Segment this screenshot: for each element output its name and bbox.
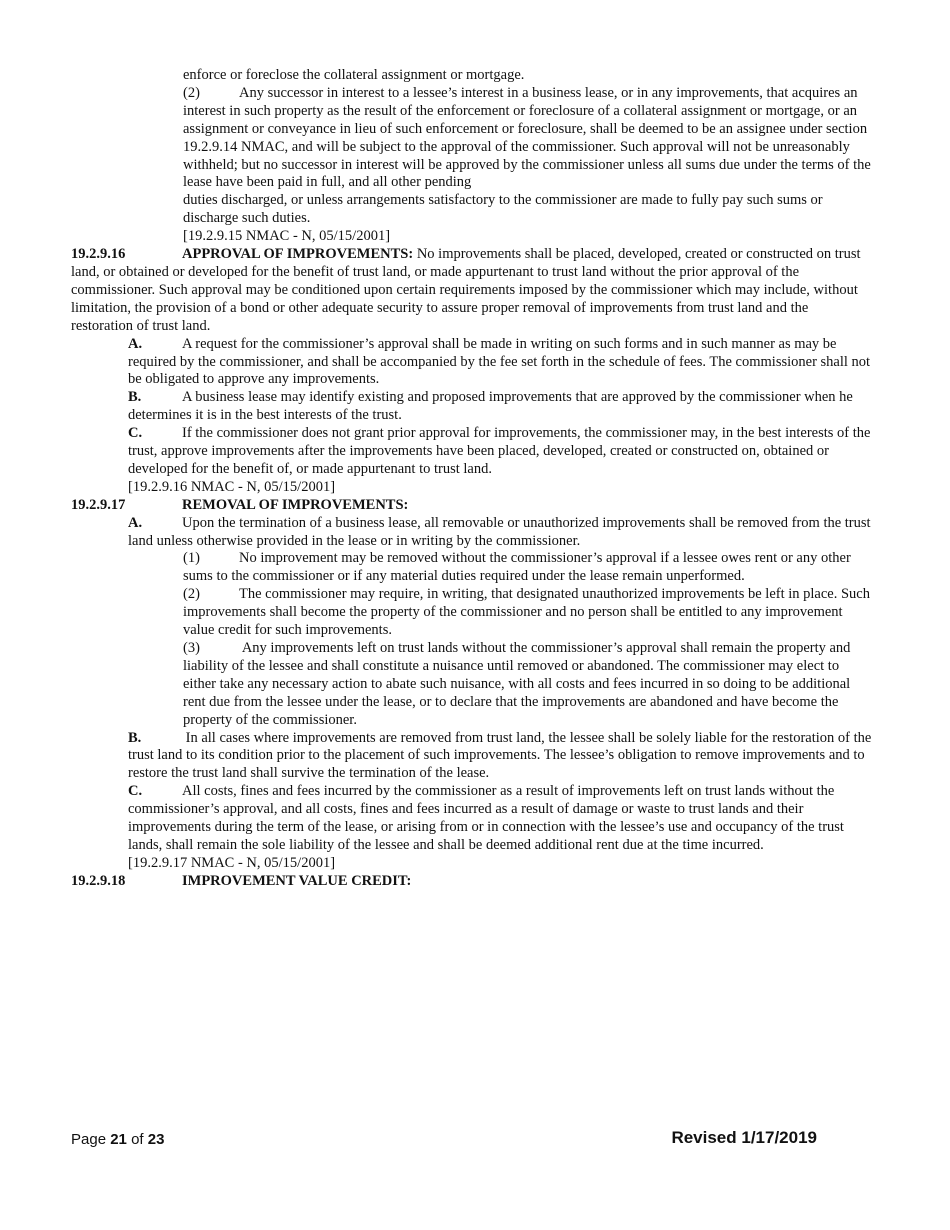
revised-date: Revised 1/17/2019 [671, 1128, 817, 1147]
subsection-label: C. [128, 425, 143, 442]
page-counter [71, 1131, 164, 1149]
subsection-text: If the commissioner does not grant prior approval for improvements, the commissioner may, in the best interests of the trust, approve improvements after the improvements have been placed, developed, created or constructed on, obtained or developed for the benefit of, or made appurtenant to trust land. [128, 425, 871, 477]
document-body [0, 67, 950, 891]
section-heading: IMPROVEMENT VALUE CREDIT: [182, 872, 412, 889]
subsection-text: In all cases where improvements are removed from trust land, the lessee shall be solely liable for the restoration of the trust land to its condition prior to the placement of such improvements. The lessee’s obligation to remove improvements and to restore the trust land shall survive the termination of the lease. [128, 729, 872, 782]
subsection-text: A request for the commissioner’s approval shall be made in writing on such forms and in such manner as may be required by the commissioner, and shall be accompanied by the fee set forth in the schedule of fees. The commissioner shall not be obligated to approve any improvements. [128, 335, 871, 388]
item-17-a-2 [183, 586, 872, 640]
paragraph-continuation: enforce or foreclose the collateral assignment or mortgage. [183, 67, 525, 83]
paragraph-text: Any successor in interest to a lessee’s interest in a business lease, or in any improvements, that acquires an interest in such property as the result of the enforcement or foreclosure of a collateral assignment or mortgage, or an assignment or conveyance in lieu of such enforcement or foreclosure, shall be deemed to be an assignee under section 19.2.9.14 NMAC, and will be subject to the approval of the commissioner. Such approval will not be unreasonably withheld; but no successor in interest will be approved by the commissioner unless all sums due under the terms of the lease have been paid in full, and all other pending [183, 84, 871, 191]
item-text: The commissioner may require, in writing, that designated unauthorized improvements be left in place. Such improvements shall become the property of the commissioner and no person shall be entitled to any improvement value credit for such improvements. [183, 586, 870, 639]
subsection-text: A business lease may identify existing and proposed improvements that are approved by the commissioner when he determines it is in the best interests of the trust. [128, 389, 853, 424]
page-current: 21 [110, 1131, 127, 1148]
section-19-2-9-18 [71, 873, 864, 891]
item-17-a-3 [183, 640, 872, 730]
history-note-16: [19.2.9.16 NMAC - N, 05/15/2001] [128, 478, 336, 495]
item-text: No improvement may be removed without the commissioner’s approval if a lessee owes rent or any other sums to the commissioner or if any material duties required under the lease remain unperformed. [183, 550, 851, 585]
subsection-label: C. [128, 783, 143, 800]
subsection-label: B. [128, 729, 142, 746]
section-heading: REMOVAL OF IMPROVEMENTS: [182, 496, 409, 513]
section-number: 19.2.9.16 [71, 246, 126, 263]
history-note-17: [19.2.9.17 NMAC - N, 05/15/2001] [128, 854, 336, 871]
subsection-16-b [128, 389, 872, 425]
subsection-text: Upon the termination of a business lease, all removable or unauthorized improvements shall be removed from the trust land unless otherwise provided in the lease or in writing by the commissioner. [128, 514, 871, 549]
item-17-a-1 [183, 550, 872, 586]
item-number: (2) [183, 586, 200, 603]
subsection-17-b [128, 730, 872, 784]
item-number: (1) [183, 550, 200, 567]
subsection-16-c [128, 425, 872, 479]
section-text: No improvements shall be placed, developed, created or constructed on trust land, or obtained or developed for the benefit of trust land, or made appurtenant to trust land without the prior approval of the commissioner. Such approval may be conditioned upon certain requirements imposed by the commissioner which may include, without limitation, the provision of a bond or other adequate security to assure proper removal of improvements from trust land and the restoration of trust land. [71, 246, 861, 334]
section-19-2-9-16 [71, 246, 864, 336]
paragraph-15-2-continued: duties discharged, or unless arrangements satisfactory to the commissioner are made to fully pay such sums or discharge such duties. [183, 192, 823, 227]
page-of: of [131, 1131, 144, 1148]
subsection-17-c [128, 783, 872, 855]
subsection-17-a [128, 515, 872, 551]
item-number: (3) [183, 640, 200, 656]
section-heading: APPROVAL OF IMPROVEMENTS: [182, 246, 414, 263]
history-note-15: [19.2.9.15 NMAC - N, 05/15/2001] [183, 228, 391, 245]
page-footer [71, 1128, 821, 1153]
subsection-label: B. [128, 389, 142, 406]
subsection-16-a [128, 336, 872, 390]
section-number: 19.2.9.17 [71, 496, 126, 513]
subsection-label: A. [128, 335, 143, 352]
page-word: Page [71, 1131, 107, 1148]
item-text: Any improvements left on trust lands without the commissioner’s approval shall remain the property and liability of the lessee and shall constitute a nuisance until removed or abandoned. The commissioner may elect to either take any necessary action to abate such nuisance, with all costs and fees incurred in so doing to be additional rent due from the lessee under the lease, or to declare that the improvements are abandoned and have become the property of the commissioner. [183, 640, 851, 728]
page-total: 23 [147, 1131, 165, 1148]
section-number: 19.2.9.18 [71, 872, 126, 889]
item-number: (2) [183, 84, 200, 101]
section-19-2-9-17 [71, 497, 864, 515]
subsection-text: All costs, fines and fees incurred by the commissioner as a result of improvements left on trust lands without the commissioner’s approval, and all costs, fines and fees incurred as a result of damage or waste to trust lands and their improvements during the term of the lease, or arising from or in connection with the lessee’s use and occupancy of the trust lands, shall remain the sole liability of the lessee and shall be deemed additional rent due at the time incurred. [128, 783, 844, 853]
subsection-label: A. [128, 514, 143, 531]
paragraph-15-2 [183, 85, 872, 192]
